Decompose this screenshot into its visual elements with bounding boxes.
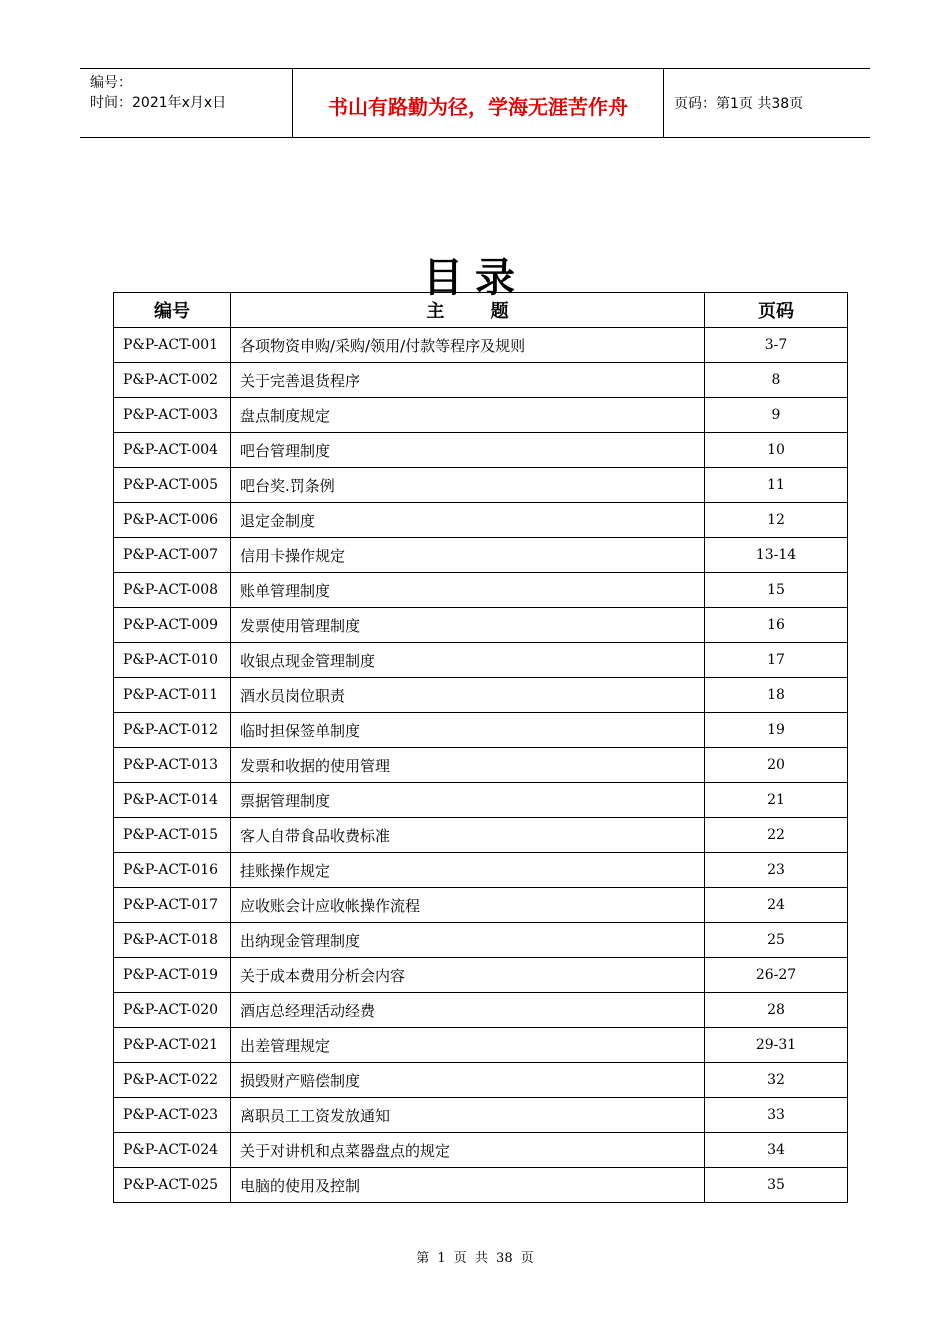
col-header-page: 页码 [705,293,848,328]
entry-code: P&P-ACT-014 [114,783,231,818]
entry-code: P&P-ACT-024 [114,1133,231,1168]
table-row [114,398,848,433]
table-row [114,573,848,608]
entry-page: 15 [705,573,848,608]
entry-subject: 退定金制度 [231,503,705,538]
entry-subject: 关于完善退货程序 [231,363,705,398]
table-row [114,748,848,783]
entry-subject: 关于成本费用分析会内容 [231,958,705,993]
entry-subject: 挂账操作规定 [231,853,705,888]
entry-subject: 出差管理规定 [231,1028,705,1063]
entry-page: 10 [705,433,848,468]
table-row [114,328,848,363]
table-row [114,1133,848,1168]
page-header [80,68,870,138]
entry-subject: 吧台奖.罚条例 [231,468,705,503]
entry-subject: 临时担保签单制度 [231,713,705,748]
entry-code: P&P-ACT-001 [114,328,231,363]
table-row [114,713,848,748]
table-row [114,888,848,923]
entry-page: 32 [705,1063,848,1098]
table-row [114,853,848,888]
entry-code: P&P-ACT-002 [114,363,231,398]
entry-subject: 各项物资申购/采购/领用/付款等程序及规则 [231,328,705,363]
entry-page: 9 [705,398,848,433]
page-footer: 第 1 页 共 38 页 [416,1251,534,1266]
table-row [114,503,848,538]
entry-subject: 盘点制度规定 [231,398,705,433]
entry-subject: 收银点现金管理制度 [231,643,705,678]
entry-code: P&P-ACT-019 [114,958,231,993]
entry-subject: 电脑的使用及控制 [231,1168,705,1203]
entry-code: P&P-ACT-009 [114,608,231,643]
table-row [114,958,848,993]
table-row [114,1028,848,1063]
entry-code: P&P-ACT-011 [114,678,231,713]
page-label: 页码：第1页 共38页 [674,96,804,112]
entry-page: 17 [705,643,848,678]
table-row [114,818,848,853]
number-label: 编号： [90,75,132,91]
entry-code: P&P-ACT-023 [114,1098,231,1133]
table-row [114,363,848,398]
table-row [114,783,848,818]
entry-code: P&P-ACT-005 [114,468,231,503]
entry-code: P&P-ACT-007 [114,538,231,573]
entry-subject: 酒店总经理活动经费 [231,993,705,1028]
table-row [114,1098,848,1133]
entry-subject: 票据管理制度 [231,783,705,818]
table-row [114,1063,848,1098]
entry-page: 34 [705,1133,848,1168]
entry-subject: 账单管理制度 [231,573,705,608]
entry-page: 16 [705,608,848,643]
entry-subject: 关于对讲机和点菜器盘点的规定 [231,1133,705,1168]
table-row [114,468,848,503]
table-row [114,993,848,1028]
table-row [114,538,848,573]
entry-code: P&P-ACT-015 [114,818,231,853]
entry-code: P&P-ACT-012 [114,713,231,748]
document-title: 目录 [423,255,527,301]
entry-subject: 损毁财产赔偿制度 [231,1063,705,1098]
entry-page: 23 [705,853,848,888]
entry-page: 26-27 [705,958,848,993]
entry-subject: 离职员工工资发放通知 [231,1098,705,1133]
entry-subject: 客人自带食品收费标准 [231,818,705,853]
entry-code: P&P-ACT-025 [114,1168,231,1203]
entry-subject: 发票和收据的使用管理 [231,748,705,783]
table-row [114,608,848,643]
toc-header-row [114,293,848,328]
col-header-subject: 主 题 [231,293,705,328]
table-row [114,923,848,958]
entry-code: P&P-ACT-008 [114,573,231,608]
entry-code: P&P-ACT-004 [114,433,231,468]
entry-page: 20 [705,748,848,783]
table-row [114,1168,848,1203]
motto-text: 书山有路勤为径，学海无涯苦作舟 [328,94,628,119]
entry-page: 35 [705,1168,848,1203]
entry-page: 28 [705,993,848,1028]
entry-code: P&P-ACT-006 [114,503,231,538]
header-right [664,69,870,137]
entry-page: 33 [705,1098,848,1133]
table-row [114,643,848,678]
entry-page: 22 [705,818,848,853]
entry-subject: 酒水员岗位职责 [231,678,705,713]
entry-code: P&P-ACT-017 [114,888,231,923]
table-row [114,678,848,713]
entry-page: 13-14 [705,538,848,573]
entry-code: P&P-ACT-010 [114,643,231,678]
toc-body [114,328,848,1203]
entry-page: 18 [705,678,848,713]
entry-subject: 出纳现金管理制度 [231,923,705,958]
entry-subject: 应收账会计应收帐操作流程 [231,888,705,923]
entry-code: P&P-ACT-022 [114,1063,231,1098]
entry-page: 12 [705,503,848,538]
entry-page: 8 [705,363,848,398]
entry-code: P&P-ACT-003 [114,398,231,433]
entry-subject: 发票使用管理制度 [231,608,705,643]
entry-page: 29-31 [705,1028,848,1063]
entry-page: 3-7 [705,328,848,363]
entry-code: P&P-ACT-016 [114,853,231,888]
header-motto [293,69,664,137]
entry-code: P&P-ACT-018 [114,923,231,958]
entry-code: P&P-ACT-020 [114,993,231,1028]
entry-page: 25 [705,923,848,958]
toc-table [113,292,848,1203]
entry-code: P&P-ACT-021 [114,1028,231,1063]
table-row [114,433,848,468]
entry-page: 19 [705,713,848,748]
entry-subject: 信用卡操作规定 [231,538,705,573]
entry-page: 11 [705,468,848,503]
entry-page: 21 [705,783,848,818]
date-label: 时间：2021年x月x日 [90,95,227,111]
entry-code: P&P-ACT-013 [114,748,231,783]
header-left [80,69,293,137]
entry-page: 24 [705,888,848,923]
col-header-code: 编号 [114,293,231,328]
entry-subject: 吧台管理制度 [231,433,705,468]
